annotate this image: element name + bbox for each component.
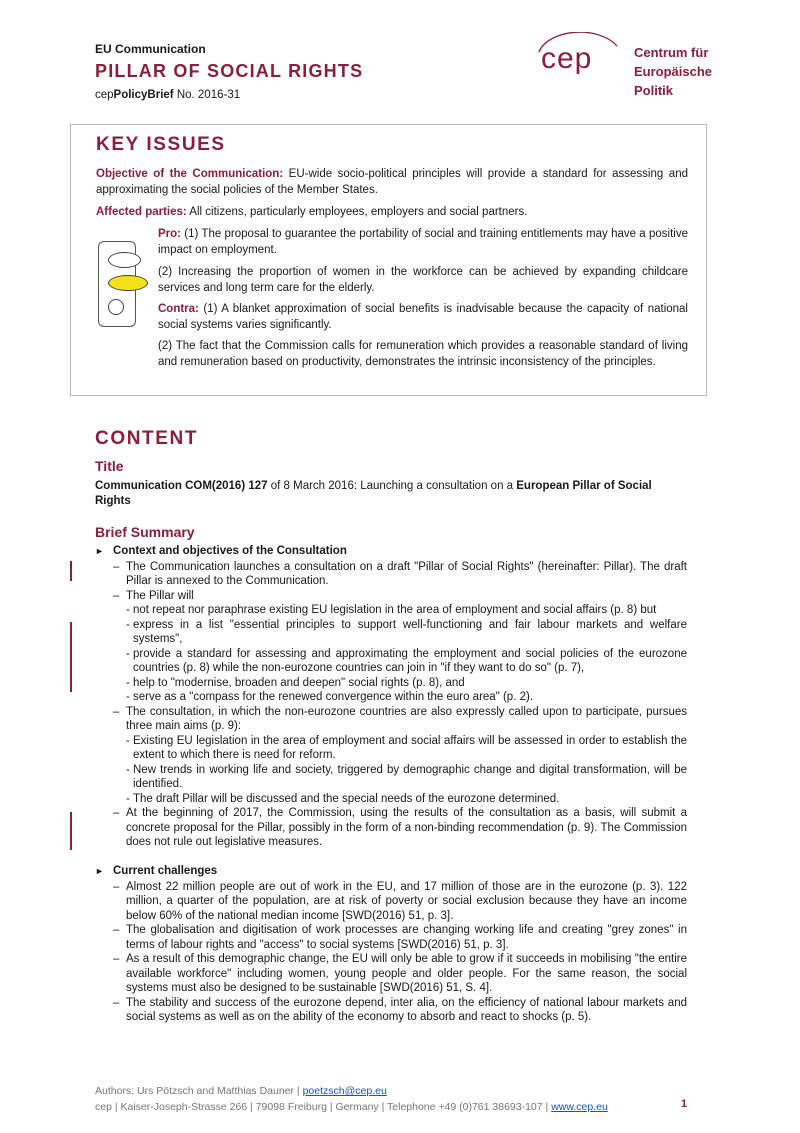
key-issues-box xyxy=(70,124,707,396)
challenges-section xyxy=(95,864,687,1025)
list-item: – The consultation, in which the non-eurozone countries are also expressly called upon to participate, pursues three main aims (p. 9): xyxy=(113,705,687,732)
section-heading: ► Context and objectives of the Consultation xyxy=(95,545,347,557)
content-heading: CONTENT xyxy=(95,428,199,449)
document-title: PILLAR OF SOCIAL RIGHTS xyxy=(95,61,364,81)
objective-paragraph: Objective of the Communication: EU-wide socio-political principles will provide a standard for assessing and approximating the social policies of the Member States. xyxy=(96,168,688,196)
sub-list-item: - Existing EU legislation in the area of employment and social affairs will be assessed in order to establish the extent to which there is need for reform. xyxy=(126,734,687,761)
change-bar xyxy=(70,812,72,850)
sub-list-item: - The draft Pillar will be discussed and the special needs of the eurozone determined. xyxy=(126,792,560,805)
sub-list-item: - express in a list "essential principles to support well-functioning and fair labour markets and welfare systems", xyxy=(126,618,687,645)
communication-title: Communication COM(2016) 127 of 8 March 2016: Launching a consultation on a European Pillar of Social Rights xyxy=(95,480,652,507)
arrow-bullet-icon: ► xyxy=(95,866,104,876)
footer-address: cep | Kaiser-Joseph-Strasse 266 | 79098 Freiburg | Germany | Telephone +49 (0)761 38693-107 | www.cep.eu xyxy=(95,1101,608,1113)
page-number: 1 xyxy=(681,1098,688,1110)
contra-paragraph-1: Contra: (1) A blanket approximation of social benefits is inadvisable because the capacity of national social systems varies significantly. xyxy=(158,303,688,331)
sub-list-item: - help to "modernise, broaden and deepen" social rights (p. 8), and xyxy=(126,676,465,689)
document-header xyxy=(95,42,363,101)
brief-summary-heading: Brief Summary xyxy=(95,524,195,540)
sub-list-item: - not repeat nor paraphrase existing EU legislation in the area of employment and social affairs (p. 8) but xyxy=(126,604,657,616)
list-item: – The Pillar will xyxy=(113,589,194,602)
traffic-light-icon xyxy=(98,241,136,327)
change-bar xyxy=(70,561,72,581)
list-item: – The Communication launches a consultation on a draft "Pillar of Social Rights" (hereinafter: Pillar). The draft Pillar is annexed to the Communication. xyxy=(113,560,687,587)
sub-list-item: - New trends in working life and society, triggered by demographic change and digital transformation, will be identified. xyxy=(126,763,687,790)
list-item: – As a result of this demographic change, the EU will only be able to grow if it succeeds in mobilising "the entire available workforce" including women, young people and older people. For the same reason, the social systems must also be designed to be sustainable [SWD(2016) 51, S. 4]. xyxy=(113,953,687,994)
contra-paragraph-2: (2) The fact that the Commission calls for remuneration which provides a reasonable standard of living and remuneration based on productivity, demonstrates the intrinsic inconsistency of the principles. xyxy=(158,340,688,368)
sub-list-item: - serve as a "compass for the renewed convergence within the euro area" (p. 2). xyxy=(126,691,534,703)
logo-wordmark: cep xyxy=(541,42,593,75)
logo-name: Centrum für Europäische Politik xyxy=(634,45,713,98)
pro-paragraph-2: (2) Increasing the proportion of women in the workforce can be achieved by expanding childcare services and long term care for the elderly. xyxy=(158,266,688,294)
list-item: – Almost 22 million people are out of work in the EU, and 17 million of those are in the eurozone (p. 3). 122 million, a quarter of the population, are at risk of poverty or social exclusion because they have an income below 60% of the national median income [SWD(2016) 51, p. 3]. xyxy=(113,880,687,922)
affected-parties-paragraph: Affected parties: All citizens, particularly employees, employers and social partners. xyxy=(96,206,528,218)
key-issues-heading: KEY ISSUES xyxy=(96,134,226,155)
cep-logo xyxy=(523,30,753,98)
list-item: – At the beginning of 2017, the Commission, using the results of the consultation as a basis, will submit a concrete proposal for the Pillar, possibly in the form of a non-binding recommendation (p. 9). The Commission does not rule out legislative measures. xyxy=(113,807,687,848)
policybrief-number: cepPolicyBrief No. 2016-31 xyxy=(95,89,241,101)
change-bar xyxy=(70,622,72,692)
author-email-link[interactable]: poetzsch@cep.eu xyxy=(302,1085,387,1097)
pro-paragraph-1: Pro: (1) The proposal to guarantee the portability of social and training entitlements may have a positive impact on employment. xyxy=(158,228,688,256)
title-subheading: Title xyxy=(95,458,124,474)
context-section xyxy=(95,544,687,850)
list-item: – The stability and success of the eurozone depend, inter alia, on the efficiency of national labour markets and social systems as well as on the ability of the economy to absorb and react to shocks (p. 5). xyxy=(113,996,687,1023)
website-link[interactable]: www.cep.eu xyxy=(551,1101,608,1113)
footer-authors: Authors: Urs Pötzsch and Matthias Dauner | poetzsch@cep.eu xyxy=(95,1085,387,1097)
section-heading: ► Current challenges xyxy=(95,865,218,877)
page-footer xyxy=(95,1083,608,1115)
document-kicker: EU Communication xyxy=(95,42,206,56)
list-item: – The globalisation and digitisation of work processes are changing working life and creating "grey zones" in terms of labour rights and "access" to social systems [SWD(2016) 51, p. 3]. xyxy=(113,924,687,951)
arrow-bullet-icon: ► xyxy=(95,546,104,556)
sub-list-item: - provide a standard for assessing and approximating the employment and social policies of the eurozone countries (p. 8) while the non-eurozone countries can join in "if they want to do so" (p. 7), xyxy=(126,647,687,674)
